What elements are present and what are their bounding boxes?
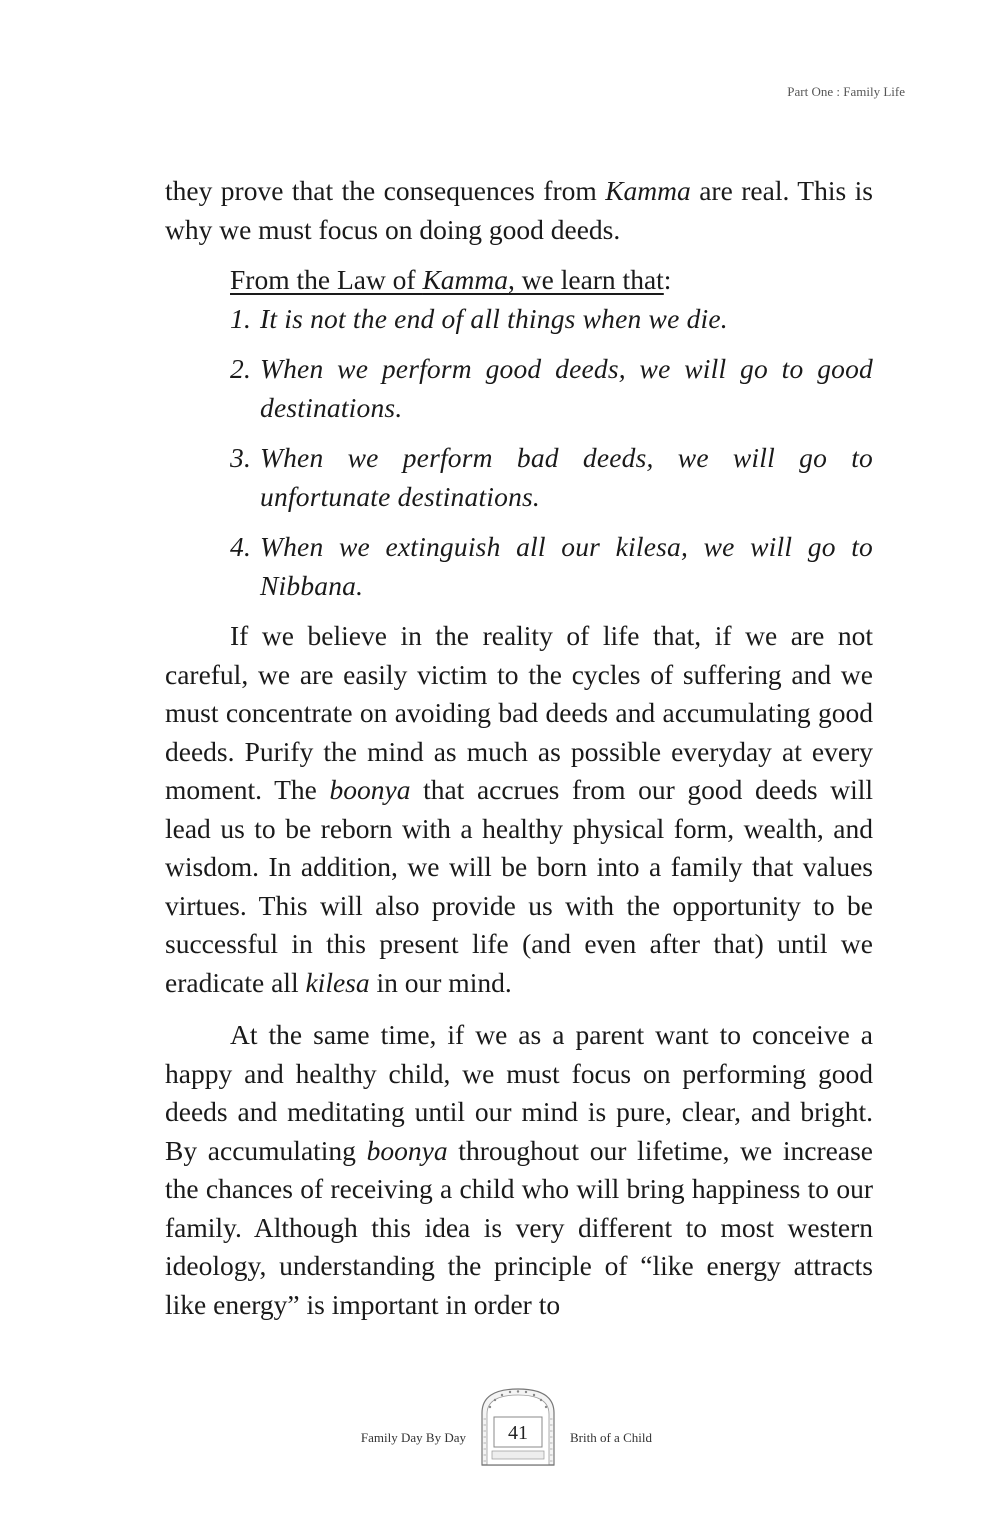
para1-text-1: If we believe in the reality of life that, if we are not careful, we are easily victim to the cycles of suffering and we must concentrate on avoiding bad deeds and accumulating good deeds. Purify the mind as much as possible everyday at every moment. The	[165, 620, 873, 805]
paragraph-parenting	[165, 1016, 873, 1324]
para2-text-2: throughout our lifetime, we increase the chances of receiving a child who will bring happiness to our family. Although this idea is very different to most western ideology, understanding the principle of “like energy attracts like energy” is important in order to	[165, 1134, 873, 1320]
para1-term-boonya: boonya	[329, 774, 411, 805]
para1-text-2: that accrues from our good deeds will lead us to be reborn with a healthy physical form, wealth, and wisdom. In addition, we will be born into a family that values virtues. This will also provide us with the opportunity to be successful in this present life (and even after that) until we eradicate all	[165, 774, 873, 998]
list-item-number: 2.	[230, 353, 252, 384]
para2-term-boonya: boonya	[366, 1134, 448, 1166]
list-item-number: 3.	[230, 442, 252, 473]
list-item-text: When we perform bad deeds, we will go to unfortunate destinations.	[260, 442, 873, 512]
learn-underlined	[230, 264, 664, 295]
para2-text-1: At the same time, if we as a parent want to conceive a happy and healthy child, we must focus on performing good deeds and meditating until our mind is pure, clear, and bright. By accumulating	[165, 1019, 873, 1166]
law-of-kamma-heading	[165, 261, 873, 300]
learn-text-1: From the Law of	[230, 264, 423, 295]
page-number: 41	[508, 1422, 528, 1444]
page-footer	[0, 1385, 1000, 1475]
footer-chapter-title: Brith of a Child	[570, 1430, 652, 1445]
learn-text-2: , we learn that	[508, 264, 664, 295]
list-item-number: 1.	[230, 302, 252, 334]
list-item	[230, 350, 873, 427]
law-list	[165, 300, 873, 606]
learn-colon: :	[663, 264, 672, 295]
list-item	[230, 528, 873, 605]
para1-term-kilesa: kilesa	[305, 966, 370, 998]
intro-paragraph	[165, 172, 873, 249]
list-item	[230, 300, 873, 339]
intro-text-2: are real. This is why we must focus on doing good deeds.	[165, 175, 873, 245]
list-item-number: 4.	[230, 531, 252, 562]
para1-text-3: in our mind.	[369, 966, 512, 998]
list-item-text: When we extinguish all our kilesa, we will go to Nibbana.	[260, 531, 873, 601]
list-item-text: It is not the end of all things when we die.	[260, 302, 728, 334]
page-body	[165, 172, 873, 1338]
learn-term-kamma: Kamma	[422, 264, 509, 295]
footer-book-title: Family Day By Day	[360, 1430, 466, 1445]
list-item-text: When we perform good deeds, we will go to good destinations.	[260, 353, 873, 423]
intro-term-kamma: Kamma	[605, 175, 691, 206]
running-head: Part One : Family Life	[787, 84, 905, 99]
paragraph-reality-of-life	[165, 617, 873, 1002]
list-item	[230, 439, 873, 516]
intro-text-1: they prove that the consequences from	[165, 175, 606, 206]
